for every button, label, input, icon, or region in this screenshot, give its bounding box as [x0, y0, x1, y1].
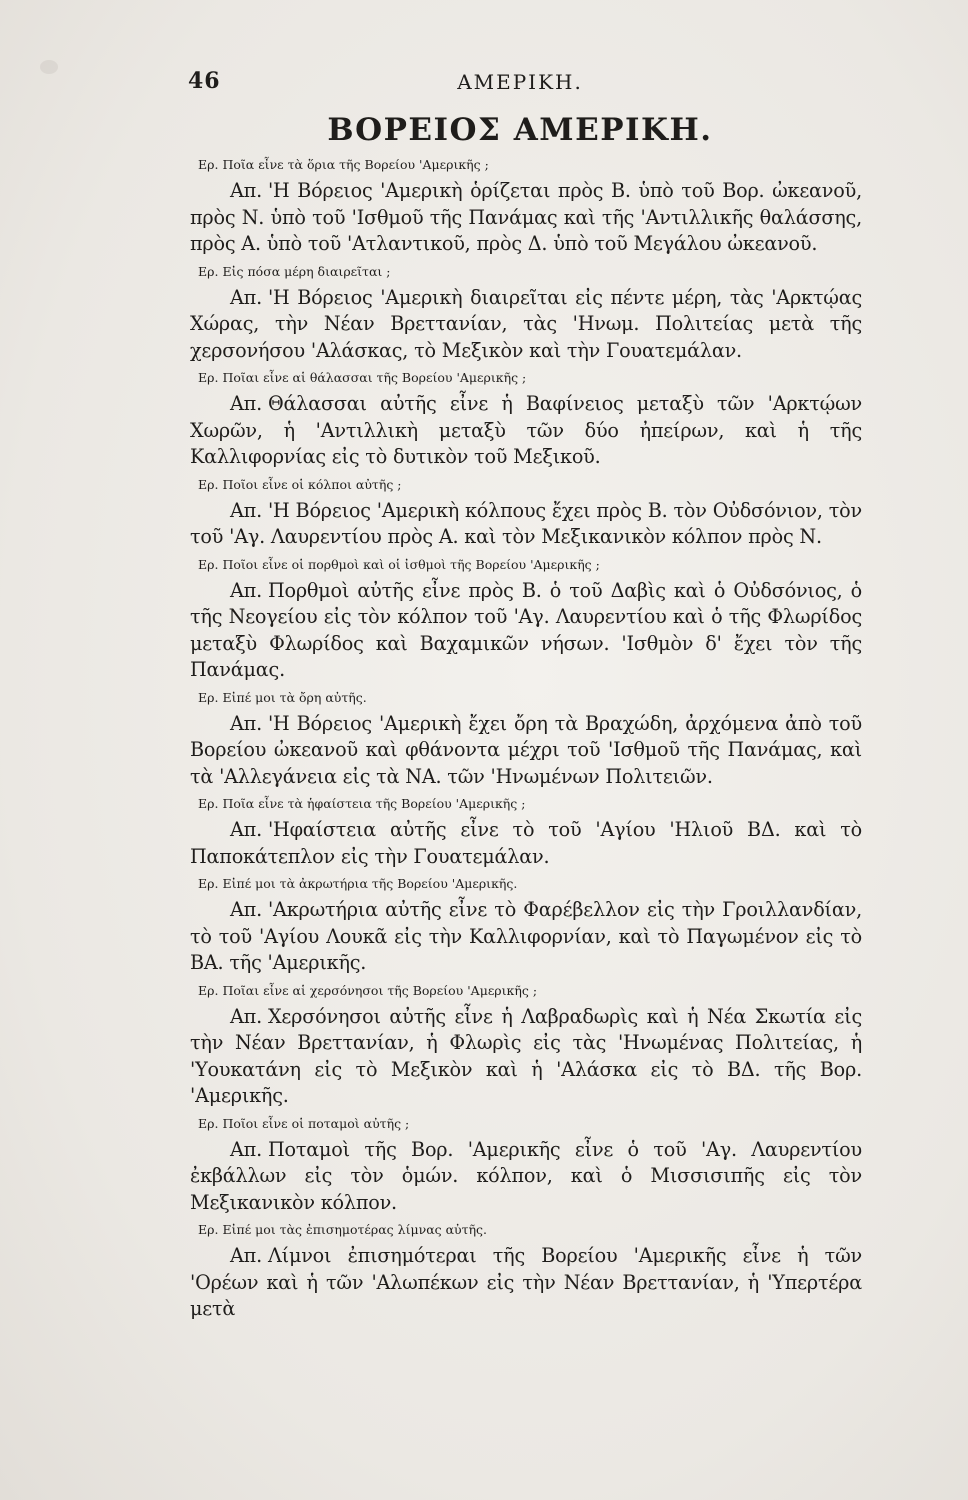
answer-label: Απ. — [230, 1137, 262, 1161]
answer-text: 'Η Βόρειος 'Αμερικὴ κόλπους ἔχει πρὸς Β. τὸν Οὐδσόνιον, τὸν τοῦ 'Αγ. Λαυρεντίου πρὸς Α. καὶ τὸν Μεξικανικὸν κόλπον πρὸς Ν. — [190, 498, 862, 548]
question — [198, 262, 862, 282]
qa-entry — [190, 368, 862, 471]
answer-text: 'Η Βόρειος 'Αμερικὴ ἔχει ὄρη τὰ Βραχώδη, ἀρχόμενα ἀπὸ τοῦ Βορείου ὠκεανοῦ καὶ φθάνοντα μέχρι τοῦ 'Ισθμοῦ τῆς Πανάμας, καὶ τὰ 'Αλλεγάνεια εἰς τὰ ΝΑ. τῶν 'Ηνωμένων Πολιτειῶν. — [190, 711, 862, 788]
qa-entry — [190, 794, 862, 870]
answer — [190, 391, 862, 471]
answer — [190, 1004, 862, 1110]
question-text: Ποῖοι εἶνε οἱ ποταμοὶ αὐτῆς ; — [222, 1115, 410, 1131]
answer-label: Απ. — [230, 285, 262, 309]
question-text: Ποῖαι εἶνε αἱ θάλασσαι τῆς Βορείου 'Αμερικῆς ; — [222, 370, 527, 385]
answer-text: 'Η Βόρειος 'Αμερικὴ διαιρεῖται εἰς πέντε μέρη, τὰς 'Αρκτῴας Χώρας, τὴν Νέαν Βρεττανίαν, τὰς 'Ηνωμ. Πολιτείας μετὰ τῆς χερσονήσου 'Αλάσκας, τὸ Μεξικὸν καὶ τὴν Γουατεμάλαν. — [190, 285, 862, 362]
answer-text: Χερσόνησοι αὐτῆς εἶνε ἡ Λαβραδωρὶς καὶ ἡ Νέα Σκωτία εἰς τὴν Νέαν Βρεττανίαν, ἡ Φλωρὶς εἰς τὰς 'Ηνωμένας Πολιτείας, ἡ 'Υουκατάνη εἰς τὸ Μεξικὸν καὶ ἡ 'Αλάσκα εἰς τὸ ΒΔ. τῆς Βορ. 'Αμερικῆς. — [190, 1004, 862, 1107]
question — [198, 688, 862, 708]
question — [198, 981, 862, 1001]
question-text: Ποῖαι εἶνε αἱ χερσόνησοι τῆς Βορείου 'Αμερικῆς ; — [222, 982, 538, 998]
question-label: Ερ. — [198, 476, 219, 492]
answer-label: Απ. — [230, 392, 262, 415]
question-label: Ερ. — [198, 556, 219, 572]
question — [198, 475, 862, 495]
qa-entry — [190, 475, 862, 551]
question-text: Εἰπέ μοι τὰ ἀκρωτήρια τῆς Βορείου 'Αμερικῆς. — [222, 876, 518, 891]
question-label: Ερ. — [198, 982, 219, 998]
qa-entry — [190, 1114, 862, 1217]
question-label: Ερ. — [198, 796, 219, 811]
answer-text: Πορθμοὶ αὐτῆς εἶνε πρὸς Β. ὁ τοῦ Δαβὶς καὶ ὁ Οὐδσόνιος, ὁ τῆς Νεογείου εἰς τὸν κόλπον τοῦ 'Αγ. Λαυρεντίου καὶ ὁ τῆς Φλωρίδος μεταξὺ Φλωρίδος καὶ Βαχαμικῶν νήσων. 'Ισθμὸν δ' ἔχει τὸν τῆς Πανάμας. — [190, 578, 862, 681]
qa-entry — [190, 262, 862, 365]
question-label: Ερ. — [198, 263, 219, 279]
answer — [190, 178, 862, 258]
answer-label: Απ. — [230, 179, 262, 202]
answer — [190, 817, 862, 870]
question-text: Εἰς πόσα μέρη διαιρεῖται ; — [222, 263, 391, 279]
qa-entry — [190, 1220, 862, 1323]
paper-stain — [40, 60, 58, 74]
answer-text: 'Η Βόρειος 'Αμερικὴ ὁρίζεται πρὸς Β. ὑπὸ τοῦ Βορ. ὠκεανοῦ, πρὸς Ν. ὑπὸ τοῦ 'Ισθμοῦ τῆς Πανάμας καὶ τῆς 'Αντιλλικῆς θαλάσσης, πρὸς Α. ὑπὸ τοῦ 'Ατλαντικοῦ, πρὸς Δ. ὑπὸ τοῦ Μεγάλου ὠκεανοῦ. — [190, 179, 862, 255]
question-label: Ερ. — [198, 876, 219, 891]
question-text: Εἰπέ μοι τὰ ὄρη αὐτῆς. — [222, 689, 367, 705]
answer — [190, 897, 862, 977]
qa-entry — [190, 155, 862, 258]
answer — [190, 498, 862, 551]
question-label: Ερ. — [198, 157, 219, 172]
qa-entry — [190, 688, 862, 791]
answer-label: Απ. — [230, 711, 262, 735]
question — [198, 368, 862, 388]
answer-text: Λίμνοι ἐπισημότεραι τῆς Βορείου 'Αμερικῆς εἶνε ἡ τῶν 'Ορέων καὶ ἡ τῶν 'Αλωπέκων εἰς τὴν Νέαν Βρεττανίαν, ἡ 'Υπερτέρα μετὰ — [190, 1244, 862, 1320]
question-text: Ποῖοι εἶνε οἱ κόλποι αὐτῆς ; — [222, 476, 402, 492]
answer — [190, 1243, 862, 1323]
qa-entry — [190, 874, 862, 977]
question — [198, 155, 862, 175]
answer-label: Απ. — [230, 818, 262, 841]
question-label: Ερ. — [198, 1115, 219, 1131]
answer — [190, 1137, 862, 1217]
answer-label: Απ. — [230, 898, 262, 921]
question — [198, 794, 862, 814]
answer-text: 'Ακρωτήρια αὐτῆς εἶνε τὸ Φαρέβελλον εἰς τὴν Γροιλλανδίαν, τὸ τοῦ 'Αγίου Λουκᾶ εἰς τὴν Καλλιφορνίαν, καὶ τὸ Παγωμένον εἰς τὸ ΒΑ. τῆς 'Αμερικῆς. — [190, 898, 862, 974]
question-label: Ερ. — [198, 370, 219, 385]
question — [198, 1220, 862, 1240]
page-header — [180, 62, 860, 102]
page-number: 46 — [188, 68, 221, 94]
answer — [190, 285, 862, 365]
answer-label: Απ. — [230, 578, 262, 602]
question — [198, 555, 862, 575]
answer-label: Απ. — [230, 498, 262, 522]
answer-label: Απ. — [230, 1244, 262, 1267]
answer — [190, 711, 862, 791]
question-text: Εἰπέ μοι τὰς ἐπισημοτέρας λίμνας αὐτῆς. — [222, 1222, 488, 1237]
question-label: Ερ. — [198, 1222, 219, 1237]
catechism-text — [190, 152, 862, 1327]
section-title: ΒΟΡΕΙΟΣ ΑΜΕΡΙΚΗ. — [327, 112, 713, 148]
qa-entry — [190, 981, 862, 1110]
running-head: ΑΜΕΡΙΚΗ. — [457, 70, 583, 94]
question-text: Ποῖα εἶνε τὰ ἡφαίστεια τῆς Βορείου 'Αμερικῆς ; — [222, 796, 526, 811]
answer-label: Απ. — [230, 1004, 262, 1028]
question-label: Ερ. — [198, 689, 219, 705]
answer-text: 'Ηφαίστεια αὐτῆς εἶνε τὸ τοῦ 'Αγίου 'Ηλιοῦ ΒΔ. καὶ τὸ Παποκάτεπλον εἰς τὴν Γουατεμάλαν. — [190, 818, 862, 868]
question — [198, 874, 862, 894]
question-text: Ποῖα εἶνε τὰ ὅρια τῆς Βορείου 'Αμερικῆς ; — [222, 157, 489, 172]
answer-text: Ποταμοὶ τῆς Βορ. 'Αμερικῆς εἶνε ὁ τοῦ 'Αγ. Λαυρεντίου ἐκβάλλων εἰς τὸν ὁμών. κόλπον, καὶ ὁ Μισσισιπῆς εἰς τὸν Μεξικανικὸν κόλπον. — [190, 1137, 862, 1214]
answer-text: Θάλασσαι αὐτῆς εἶνε ἡ Βαφίνειος μεταξὺ τῶν 'Αρκτῴων Χωρῶν, ἡ 'Αντιλλικὴ μεταξὺ τῶν δύο ἠπείρων, καὶ ἡ τῆς Καλλιφορνίας εἰς τὸ δυτικὸν τοῦ Μεξικοῦ. — [190, 392, 862, 468]
qa-entry — [190, 555, 862, 684]
question — [198, 1114, 862, 1134]
question-text: Ποῖοι εἶνε οἱ πορθμοὶ καὶ οἱ ἰσθμοὶ τῆς Βορείου 'Αμερικῆς ; — [222, 556, 600, 572]
answer — [190, 578, 862, 684]
